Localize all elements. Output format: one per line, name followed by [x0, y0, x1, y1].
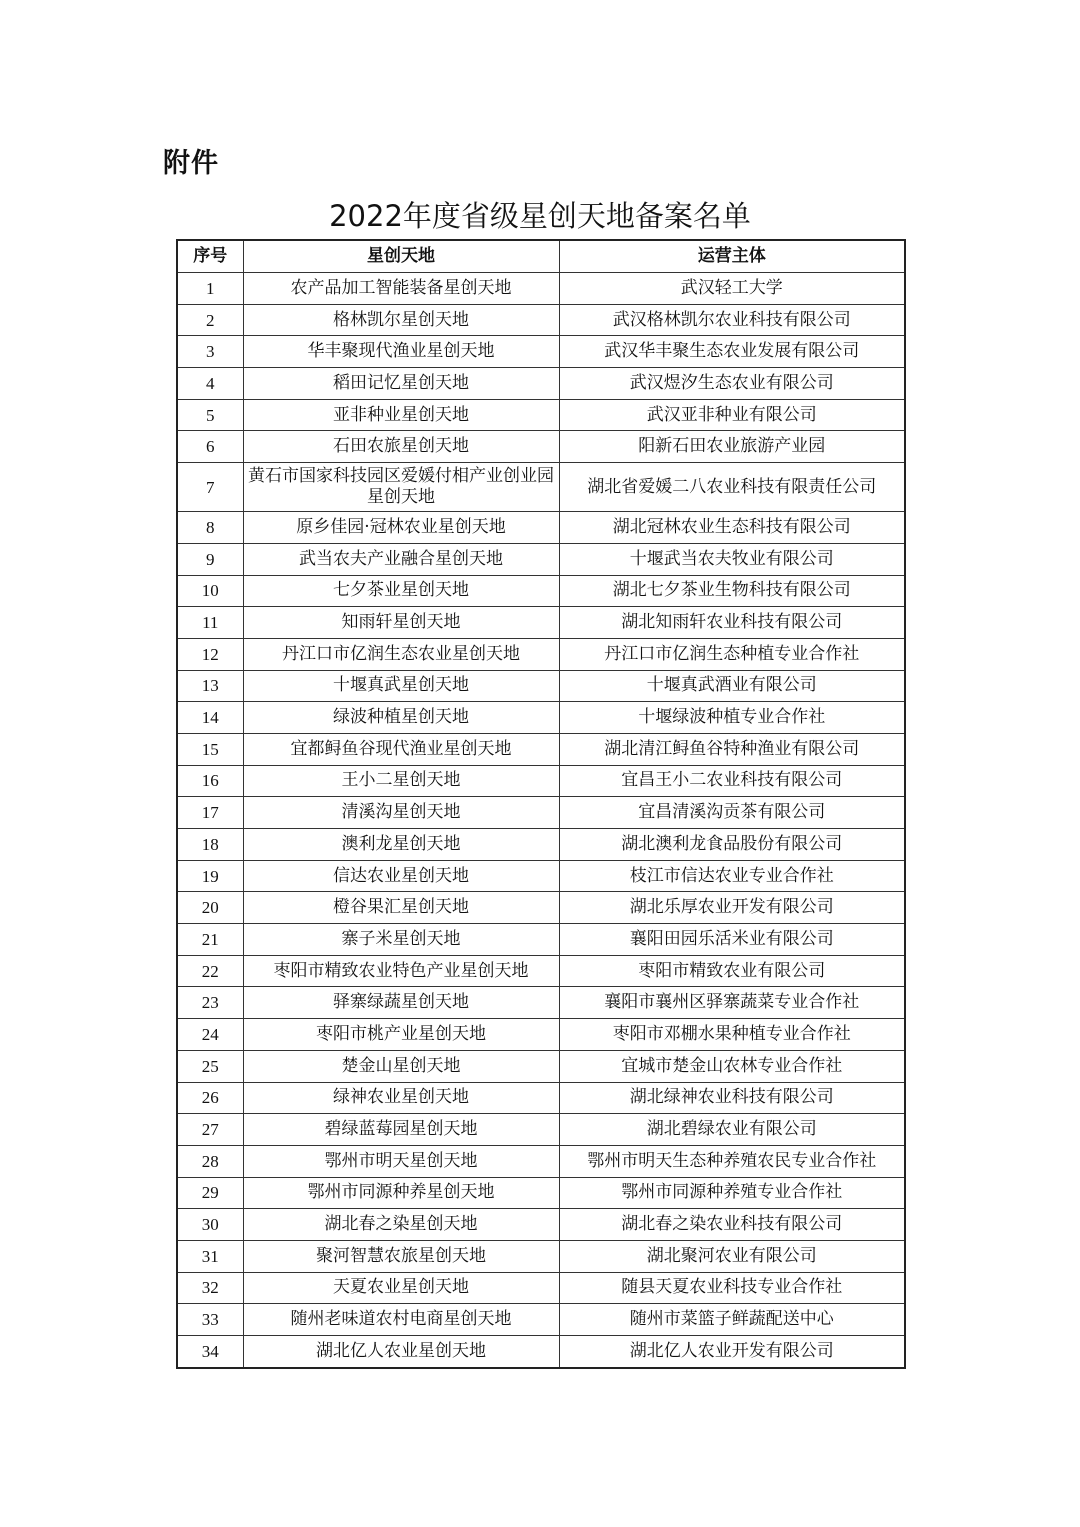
star-space-name-cell: 十堰真武星创天地	[243, 670, 559, 702]
table-row	[177, 431, 905, 463]
table-row	[177, 1050, 905, 1082]
operator-cell: 湖北亿人农业开发有限公司	[559, 1336, 905, 1368]
table-row	[177, 575, 905, 607]
star-space-name-cell: 澳利龙星创天地	[243, 829, 559, 861]
table-row	[177, 1082, 905, 1114]
table-row	[177, 512, 905, 544]
table-row	[177, 955, 905, 987]
star-space-name-cell: 随州老味道农村电商星创天地	[243, 1304, 559, 1336]
row-number-cell: 24	[177, 1019, 243, 1051]
operator-cell: 十堰武当农夫牧业有限公司	[559, 543, 905, 575]
row-number-cell: 8	[177, 512, 243, 544]
row-number-cell: 25	[177, 1050, 243, 1082]
table-row	[177, 1304, 905, 1336]
table-row	[177, 860, 905, 892]
table-row	[177, 1240, 905, 1272]
star-space-name-cell: 天夏农业星创天地	[243, 1272, 559, 1304]
row-number-cell: 9	[177, 543, 243, 575]
star-space-name-cell: 格林凯尔星创天地	[243, 304, 559, 336]
table-row	[177, 987, 905, 1019]
row-number-cell: 21	[177, 924, 243, 956]
star-space-name-cell: 绿波种植星创天地	[243, 702, 559, 734]
table-row	[177, 765, 905, 797]
star-space-name-cell: 宜都鲟鱼谷现代渔业星创天地	[243, 733, 559, 765]
star-space-name-cell: 王小二星创天地	[243, 765, 559, 797]
row-number-cell: 5	[177, 399, 243, 431]
star-space-name-cell: 原乡佳园·冠林农业星创天地	[243, 512, 559, 544]
operator-cell: 襄阳田园乐活米业有限公司	[559, 924, 905, 956]
table-row	[177, 368, 905, 400]
operator-cell: 宜昌清溪沟贡茶有限公司	[559, 797, 905, 829]
star-space-name-cell: 湖北亿人农业星创天地	[243, 1336, 559, 1368]
star-space-name-cell: 华丰聚现代渔业星创天地	[243, 336, 559, 368]
row-number-cell: 31	[177, 1240, 243, 1272]
operator-cell: 武汉亚非种业有限公司	[559, 399, 905, 431]
roster-table	[176, 239, 906, 1369]
operator-cell: 襄阳市襄州区驿寨蔬菜专业合作社	[559, 987, 905, 1019]
operator-cell: 湖北聚河农业有限公司	[559, 1240, 905, 1272]
row-number-cell: 29	[177, 1177, 243, 1209]
table-row	[177, 829, 905, 861]
table-row	[177, 607, 905, 639]
operator-cell: 十堰绿波种植专业合作社	[559, 702, 905, 734]
operator-cell: 鄂州市明天生态种养殖农民专业合作社	[559, 1145, 905, 1177]
row-number-cell: 28	[177, 1145, 243, 1177]
row-number-cell: 22	[177, 955, 243, 987]
table-row	[177, 1272, 905, 1304]
operator-cell: 宜昌王小二农业科技有限公司	[559, 765, 905, 797]
row-number-cell: 34	[177, 1336, 243, 1368]
row-number-cell: 20	[177, 892, 243, 924]
row-number-cell: 17	[177, 797, 243, 829]
table-row	[177, 1177, 905, 1209]
header-no: 序号	[177, 240, 243, 273]
operator-cell: 湖北冠林农业生态科技有限公司	[559, 512, 905, 544]
star-space-name-cell: 橙谷果汇星创天地	[243, 892, 559, 924]
operator-cell: 丹江口市亿润生态种植专业合作社	[559, 638, 905, 670]
star-space-name-cell: 聚河智慧农旅星创天地	[243, 1240, 559, 1272]
attachment-label: 附件	[163, 148, 219, 179]
star-space-name-cell: 楚金山星创天地	[243, 1050, 559, 1082]
table-row	[177, 1145, 905, 1177]
table-row	[177, 543, 905, 575]
star-space-name-cell: 寨子米星创天地	[243, 924, 559, 956]
star-space-name-cell: 信达农业星创天地	[243, 860, 559, 892]
row-number-cell: 16	[177, 765, 243, 797]
row-number-cell: 1	[177, 273, 243, 305]
star-space-name-cell: 湖北春之染星创天地	[243, 1209, 559, 1241]
operator-cell: 武汉格林凯尔农业科技有限公司	[559, 304, 905, 336]
operator-cell: 湖北知雨轩农业科技有限公司	[559, 607, 905, 639]
row-number-cell: 27	[177, 1114, 243, 1146]
row-number-cell: 33	[177, 1304, 243, 1336]
row-number-cell: 30	[177, 1209, 243, 1241]
star-space-name-cell: 驿寨绿蔬星创天地	[243, 987, 559, 1019]
row-number-cell: 4	[177, 368, 243, 400]
star-space-name-cell: 清溪沟星创天地	[243, 797, 559, 829]
table-row	[177, 1336, 905, 1368]
table-row	[177, 304, 905, 336]
table-row	[177, 1209, 905, 1241]
row-number-cell: 15	[177, 733, 243, 765]
star-space-name-cell: 知雨轩星创天地	[243, 607, 559, 639]
row-number-cell: 11	[177, 607, 243, 639]
star-space-name-cell: 丹江口市亿润生态农业星创天地	[243, 638, 559, 670]
operator-cell: 湖北澳利龙食品股份有限公司	[559, 829, 905, 861]
row-number-cell: 7	[177, 463, 243, 512]
operator-cell: 湖北春之染农业科技有限公司	[559, 1209, 905, 1241]
row-number-cell: 23	[177, 987, 243, 1019]
star-space-name-cell: 亚非种业星创天地	[243, 399, 559, 431]
header-name: 星创天地	[243, 240, 559, 273]
star-space-name-cell: 枣阳市桃产业星创天地	[243, 1019, 559, 1051]
operator-cell: 湖北七夕茶业生物科技有限公司	[559, 575, 905, 607]
operator-cell: 湖北清江鲟鱼谷特种渔业有限公司	[559, 733, 905, 765]
table-row	[177, 463, 905, 512]
table-row	[177, 797, 905, 829]
operator-cell: 枣阳市邓棚水果种植专业合作社	[559, 1019, 905, 1051]
operator-cell: 枣阳市精致农业有限公司	[559, 955, 905, 987]
star-space-name-cell: 黄石市国家科技园区爱媛付相产业创业园星创天地	[243, 463, 559, 512]
operator-cell: 湖北省爱媛二八农业科技有限责任公司	[559, 463, 905, 512]
table-header-row	[177, 240, 905, 273]
star-space-name-cell: 鄂州市同源种养星创天地	[243, 1177, 559, 1209]
row-number-cell: 13	[177, 670, 243, 702]
header-operator: 运营主体	[559, 240, 905, 273]
row-number-cell: 2	[177, 304, 243, 336]
row-number-cell: 3	[177, 336, 243, 368]
row-number-cell: 26	[177, 1082, 243, 1114]
row-number-cell: 10	[177, 575, 243, 607]
table-row	[177, 702, 905, 734]
operator-cell: 湖北碧绿农业有限公司	[559, 1114, 905, 1146]
table-row	[177, 336, 905, 368]
table-row	[177, 1114, 905, 1146]
operator-cell: 随州市菜篮子鲜蔬配送中心	[559, 1304, 905, 1336]
table-row	[177, 670, 905, 702]
operator-cell: 武汉华丰聚生态农业发展有限公司	[559, 336, 905, 368]
table-row	[177, 733, 905, 765]
operator-cell: 阳新石田农业旅游产业园	[559, 431, 905, 463]
star-space-name-cell: 枣阳市精致农业特色产业星创天地	[243, 955, 559, 987]
table-body	[177, 273, 905, 1368]
star-space-name-cell: 碧绿蓝莓园星创天地	[243, 1114, 559, 1146]
operator-cell: 随县天夏农业科技专业合作社	[559, 1272, 905, 1304]
row-number-cell: 19	[177, 860, 243, 892]
row-number-cell: 6	[177, 431, 243, 463]
operator-cell: 十堰真武酒业有限公司	[559, 670, 905, 702]
star-space-name-cell: 绿神农业星创天地	[243, 1082, 559, 1114]
table-row	[177, 399, 905, 431]
row-number-cell: 14	[177, 702, 243, 734]
star-space-name-cell: 武当农夫产业融合星创天地	[243, 543, 559, 575]
table-row	[177, 638, 905, 670]
table-row	[177, 1019, 905, 1051]
operator-cell: 湖北乐厚农业开发有限公司	[559, 892, 905, 924]
table-row	[177, 924, 905, 956]
star-space-name-cell: 石田农旅星创天地	[243, 431, 559, 463]
operator-cell: 武汉煜汐生态农业有限公司	[559, 368, 905, 400]
operator-cell: 鄂州市同源种养殖专业合作社	[559, 1177, 905, 1209]
operator-cell: 武汉轻工大学	[559, 273, 905, 305]
operator-cell: 枝江市信达农业专业合作社	[559, 860, 905, 892]
table-row	[177, 892, 905, 924]
star-space-name-cell: 鄂州市明天星创天地	[243, 1145, 559, 1177]
page-title: 2022年度省级星创天地备案名单	[329, 199, 751, 233]
table-row	[177, 273, 905, 305]
star-space-name-cell: 稻田记忆星创天地	[243, 368, 559, 400]
operator-cell: 湖北绿神农业科技有限公司	[559, 1082, 905, 1114]
row-number-cell: 18	[177, 829, 243, 861]
star-space-name-cell: 农产品加工智能装备星创天地	[243, 273, 559, 305]
row-number-cell: 12	[177, 638, 243, 670]
star-space-name-cell: 七夕茶业星创天地	[243, 575, 559, 607]
row-number-cell: 32	[177, 1272, 243, 1304]
operator-cell: 宜城市楚金山农林专业合作社	[559, 1050, 905, 1082]
